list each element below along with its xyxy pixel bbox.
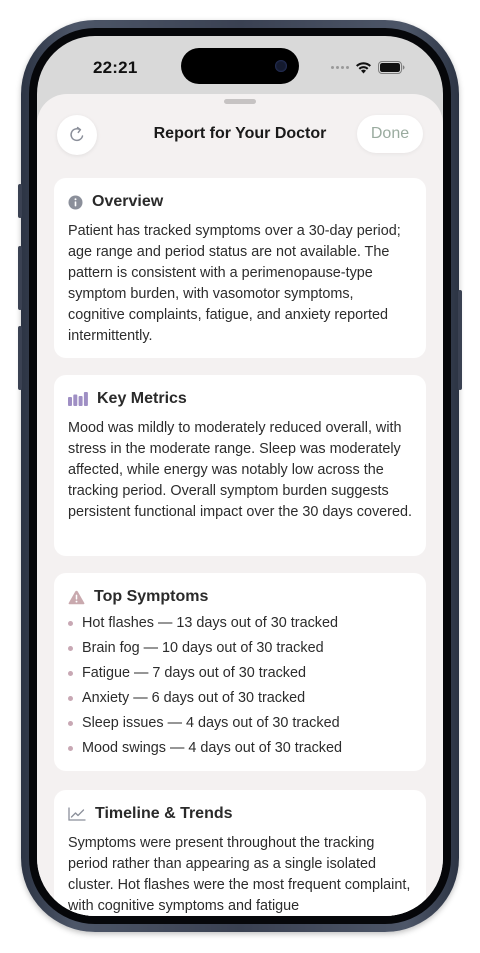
bar-chart-icon	[68, 392, 88, 406]
symptom-item	[68, 636, 412, 661]
timeline-title: Timeline & Trends	[95, 805, 233, 822]
power-button	[458, 290, 462, 390]
symptom-text: Mood swings — 4 days out of 30 tracked	[82, 740, 342, 756]
phone-screen	[37, 36, 443, 916]
action-button	[18, 184, 22, 218]
info-circle-icon	[68, 195, 83, 210]
status-bar	[37, 36, 443, 96]
dynamic-island	[181, 48, 299, 84]
overview-text: Patient has tracked symptoms over a 30-day period; age range and period status are not available. The pattern is consistent with a perimenopause-type symptom burden, with vasomotor symptoms, cognitive complaints, fatigue, and anxiety reported intermittently.	[68, 223, 401, 344]
report-sheet	[37, 94, 443, 916]
bullet-dot	[68, 696, 73, 701]
overview-header	[68, 193, 412, 211]
key-metrics-text: Mood was mildly to moderately reduced overall, with stress in the moderate range. Sleep was moderately affected, while energy was notably low across the tracking period. Overall symptom burden suggests persistent functional impact over the 30 days covered.	[68, 420, 412, 520]
sheet-title: Report for Your Doctor	[153, 125, 327, 142]
symptom-item	[68, 711, 412, 736]
cellular-signal-icon	[331, 66, 349, 69]
top-symptoms-header	[68, 588, 412, 606]
key-metrics-card	[54, 375, 426, 556]
symptom-text: Sleep issues — 4 days out of 30 tracked	[82, 715, 340, 731]
top-symptoms-title: Top Symptoms	[94, 588, 209, 605]
bullet-dot	[68, 621, 73, 626]
volume-up-button	[18, 246, 22, 310]
overview-title: Overview	[92, 193, 164, 210]
symptom-item	[68, 736, 412, 761]
bullet-dot	[68, 746, 73, 751]
key-metrics-header	[68, 390, 412, 408]
status-time: 22:21	[93, 58, 138, 77]
top-symptoms-card	[54, 573, 426, 771]
overview-card	[54, 178, 426, 358]
sheet-grabber[interactable]	[224, 99, 256, 104]
volume-down-button	[18, 326, 22, 390]
symptom-text: Fatigue — 7 days out of 30 tracked	[82, 665, 306, 681]
symptom-item	[68, 661, 412, 686]
timeline-header	[68, 805, 412, 823]
timeline-card	[54, 790, 426, 916]
symptom-text: Anxiety — 6 days out of 30 tracked	[82, 690, 306, 706]
timeline-text: Symptoms were present throughout the tracking period rather than appearing as a single isolated cluster. Hot flashes were the most frequent complaint, with cognitive symptoms and fatigue	[68, 835, 411, 914]
status-indicators	[331, 60, 405, 74]
done-button[interactable]: Done	[357, 115, 423, 153]
wifi-icon	[355, 61, 372, 74]
bullet-dot	[68, 646, 73, 651]
trend-chart-icon	[68, 807, 86, 821]
symptom-text: Hot flashes — 13 days out of 30 tracked	[82, 615, 338, 631]
warning-triangle-icon	[68, 590, 85, 605]
battery-icon	[378, 61, 405, 74]
bullet-dot	[68, 671, 73, 676]
symptom-item	[68, 611, 412, 636]
key-metrics-title: Key Metrics	[97, 390, 187, 407]
symptom-text: Brain fog — 10 days out of 30 tracked	[82, 640, 324, 656]
front-camera-icon	[275, 60, 287, 72]
symptom-item	[68, 686, 412, 711]
symptom-list	[68, 611, 412, 761]
bullet-dot	[68, 721, 73, 726]
